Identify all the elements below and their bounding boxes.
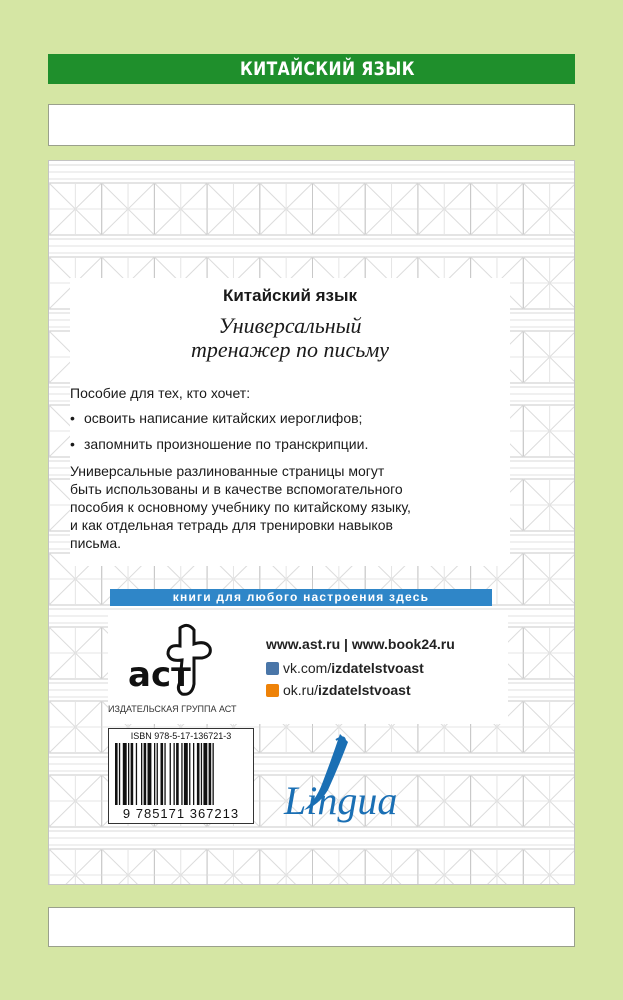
vk-handle: izdatelstvoast	[331, 660, 424, 676]
publisher-block	[108, 612, 508, 724]
vk-prefix: vk.com/	[283, 660, 332, 676]
bullet-dot-icon: •	[70, 410, 75, 426]
description-block	[70, 278, 510, 566]
ok-icon	[266, 684, 279, 697]
website-links[interactable]: www.ast.ru | www.book24.ru	[266, 636, 455, 652]
intro-text: Пособие для тех, кто хочет:	[70, 385, 251, 401]
description-text	[70, 462, 411, 552]
vk-icon	[266, 662, 279, 675]
barcode-bars	[115, 743, 249, 805]
series-banner	[48, 54, 575, 84]
isbn-label: ISBN 978-5-17-136721-3	[130, 731, 232, 741]
publisher-caption: ИЗДАТЕЛЬСКАЯ ГРУППА АСТ	[108, 704, 237, 714]
description-line: и как отдельная тетрадь для тренировки навыков	[70, 517, 393, 533]
book-title	[70, 314, 510, 362]
bullet-text: запомнить произношение по транскрипции.	[84, 436, 369, 452]
barcode	[108, 728, 254, 824]
series-title: КИТАЙСКИЙ ЯЗЫК	[240, 58, 415, 80]
book-title-line2: тренажер по письму	[190, 337, 390, 362]
top-white-box	[48, 104, 575, 146]
ok-prefix: ok.ru/	[283, 682, 319, 698]
tagline-banner: книги для любого настроения здесь	[110, 589, 492, 606]
description-line: Универсальные разлинованные страницы могут	[70, 463, 385, 479]
ast-logo-text: аст	[128, 655, 191, 695]
bullet-item-1	[70, 410, 362, 426]
bullet-item-2	[70, 436, 368, 452]
bullet-text: освоить написание китайских иероглифов;	[84, 410, 363, 426]
description-line: письма.	[70, 535, 121, 551]
vk-link[interactable]	[266, 660, 424, 676]
lingua-logo-text: Lingua	[284, 778, 398, 823]
barcode-number: 9 785171 367213	[122, 806, 240, 821]
book-title-line1: Универсальный	[218, 313, 362, 338]
ast-logo-icon	[118, 622, 218, 702]
ok-link[interactable]	[266, 682, 411, 698]
bullet-dot-icon: •	[70, 436, 75, 452]
description-line: быть использованы и в качестве вспомогательного	[70, 481, 403, 497]
book-subject: Китайский язык	[222, 286, 358, 305]
ok-handle: izdatelstvoast	[318, 682, 411, 698]
description-line: пособия к основному учебнику по китайскому языку,	[70, 499, 411, 515]
lingua-logo-icon	[278, 728, 448, 828]
bottom-white-box	[48, 907, 575, 947]
